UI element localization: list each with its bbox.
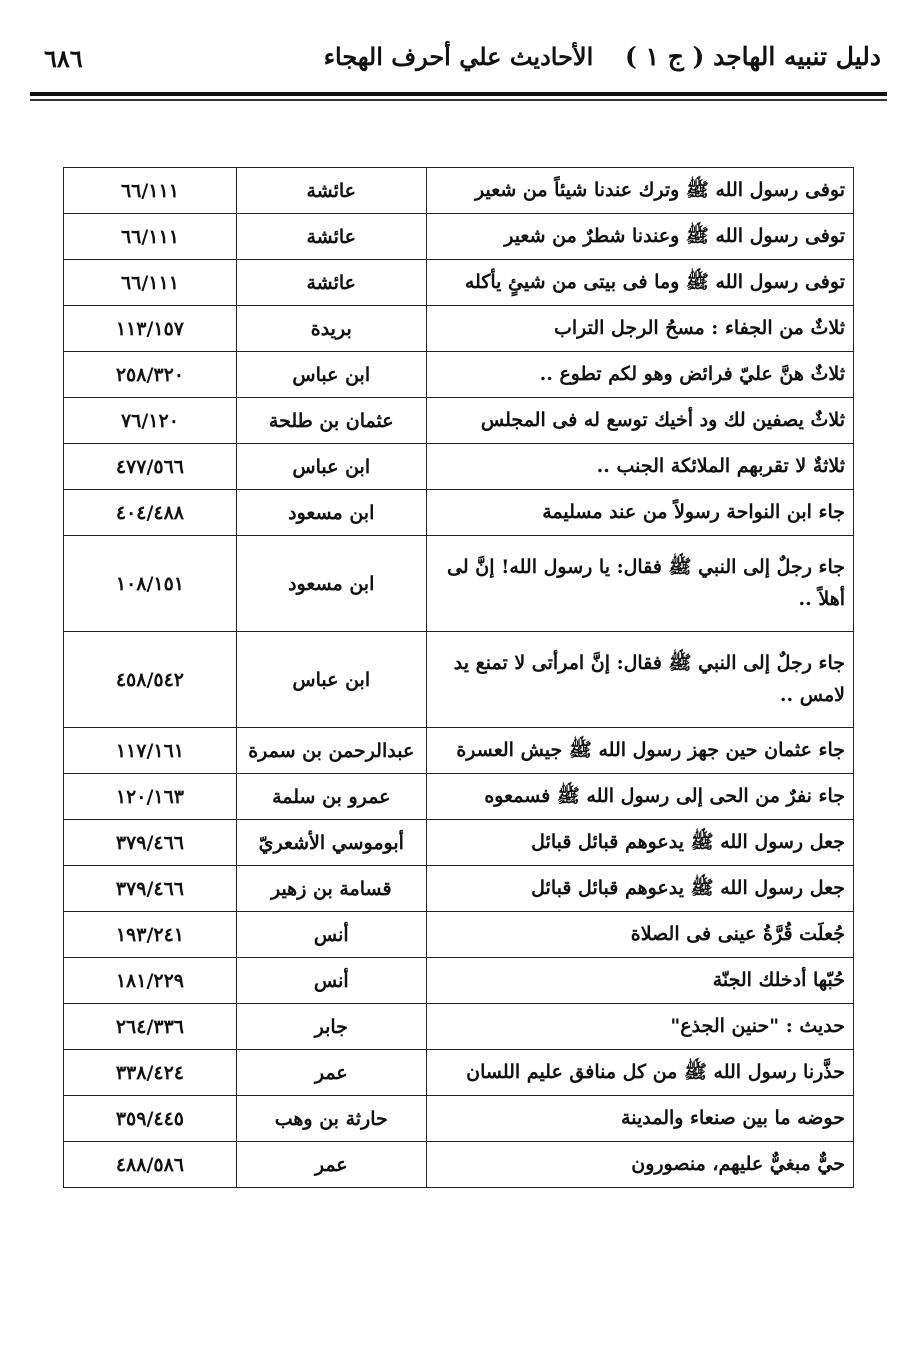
reference-cell: ٣٧٩/٤٦٦ — [64, 866, 237, 912]
reference-cell: ٢٦٤/٣٣٦ — [64, 1004, 237, 1050]
table-row — [64, 820, 854, 866]
narrator-cell: عائشة — [236, 168, 426, 214]
hadith-text-cell: ثلاثةٌ لا تقربهم الملائكة الجنب .. — [426, 444, 853, 490]
reference-cell: ٤٨٨/٥٨٦ — [64, 1142, 237, 1188]
table-row — [64, 398, 854, 444]
narrator-cell: بريدة — [236, 306, 426, 352]
page-number: ٦٨٦ — [44, 44, 83, 73]
table-row — [64, 260, 854, 306]
reference-cell: ١١٧/١٦١ — [64, 728, 237, 774]
narrator-cell: حارثة بن وهب — [236, 1096, 426, 1142]
table-row — [64, 866, 854, 912]
hadith-text-cell: جعل رسول الله ﷺ يدعوهم قبائل قبائل — [426, 820, 853, 866]
reference-cell: ٦٦/١١١ — [64, 168, 237, 214]
narrator-cell: عمرو بن سلمة — [236, 774, 426, 820]
section-title: الأحاديث علي أحرف الهجاء — [323, 42, 594, 71]
hadith-text-cell: جُعلَت قُرَّةُ عينى فى الصلاة — [426, 912, 853, 958]
hadith-text-cell: جاء رجلٌ إلى النبي ﷺ فقال: إنَّ امرأتى لا تمنع يد لامس .. — [426, 632, 853, 728]
hadith-text-cell: توفى رسول الله ﷺ وما فى بيتى من شيئٍ يأكله — [426, 260, 853, 306]
narrator-cell: أبوموسي الأشعريّ — [236, 820, 426, 866]
hadith-text-cell: حيٌّ مبغيٌّ عليهم، منصورون — [426, 1142, 853, 1188]
narrator-cell: عمر — [236, 1050, 426, 1096]
narrator-cell: عثمان بن طلحة — [236, 398, 426, 444]
narrator-cell: قسامة بن زهير — [236, 866, 426, 912]
reference-cell: ٤٥٨/٥٤٢ — [64, 632, 237, 728]
header-rule-thick — [30, 92, 887, 96]
hadith-text-cell: جاء ابن النواحة رسولاً من عند مسليمة — [426, 490, 853, 536]
narrator-cell: عمر — [236, 1142, 426, 1188]
hadith-text-cell: ثلاثٌ من الجفاء : مسحُ الرجل التراب — [426, 306, 853, 352]
narrator-cell: عبدالرحمن بن سمرة — [236, 728, 426, 774]
reference-cell: ٣٧٩/٤٦٦ — [64, 820, 237, 866]
hadith-text-cell: حديث : "حنين الجذع" — [426, 1004, 853, 1050]
reference-cell: ٢٥٨/٣٢٠ — [64, 352, 237, 398]
hadith-index-table — [63, 167, 854, 1188]
reference-cell: ١١٣/١٥٧ — [64, 306, 237, 352]
table-row — [64, 168, 854, 214]
table-row — [64, 444, 854, 490]
narrator-cell: ابن مسعود — [236, 536, 426, 632]
table-row — [64, 912, 854, 958]
reference-cell: ١٠٨/١٥١ — [64, 536, 237, 632]
hadith-text-cell: ثلاثٌ هنَّ عليّ فرائض وهو لكم تطوع .. — [426, 352, 853, 398]
narrator-cell: ابن عباس — [236, 352, 426, 398]
table-row — [64, 728, 854, 774]
table-row — [64, 1004, 854, 1050]
hadith-text-cell: ثلاثٌ يصفين لك ود أخيك توسع له فى المجلس — [426, 398, 853, 444]
reference-cell: ٧٦/١٢٠ — [64, 398, 237, 444]
page-header — [30, 32, 887, 90]
narrator-cell: أنس — [236, 958, 426, 1004]
hadith-text-cell: جاء عثمان حين جهز رسول الله ﷺ جيش العسرة — [426, 728, 853, 774]
hadith-text-cell: توفى رسول الله ﷺ وترك عندنا شيئاً من شعير — [426, 168, 853, 214]
hadith-text-cell: جعل رسول الله ﷺ يدعوهم قبائل قبائل — [426, 866, 853, 912]
table-row — [64, 1142, 854, 1188]
header-rule-thin — [30, 99, 887, 101]
narrator-cell: عائشة — [236, 260, 426, 306]
table-row — [64, 306, 854, 352]
table-row — [64, 1096, 854, 1142]
hadith-text-cell: توفى رسول الله ﷺ وعندنا شطرٌ من شعير — [426, 214, 853, 260]
table-row — [64, 214, 854, 260]
reference-cell: ١٩٣/٢٤١ — [64, 912, 237, 958]
reference-cell: ٤٧٧/٥٦٦ — [64, 444, 237, 490]
table-row — [64, 958, 854, 1004]
reference-cell: ١٢٠/١٦٣ — [64, 774, 237, 820]
hadith-text-cell: جاء نفرٌ من الحى إلى رسول الله ﷺ فسمعوه — [426, 774, 853, 820]
table-row — [64, 536, 854, 632]
table-row — [64, 1050, 854, 1096]
narrator-cell: ابن مسعود — [236, 490, 426, 536]
narrator-cell: أنس — [236, 912, 426, 958]
reference-cell: ٣٣٨/٤٢٤ — [64, 1050, 237, 1096]
hadith-text-cell: جاء رجلٌ إلى النبي ﷺ فقال: يا رسول الله! إنَّ لى أهلاً .. — [426, 536, 853, 632]
reference-cell: ١٨١/٢٢٩ — [64, 958, 237, 1004]
table-body — [64, 168, 854, 1188]
reference-cell: ٣٥٩/٤٤٥ — [64, 1096, 237, 1142]
hadith-text-cell: حُبّها أدخلك الجنّة — [426, 958, 853, 1004]
table-row — [64, 352, 854, 398]
narrator-cell: عائشة — [236, 214, 426, 260]
table-row — [64, 632, 854, 728]
reference-cell: ٤٠٤/٤٨٨ — [64, 490, 237, 536]
book-title: دليل تنبيه الهاجد ( ج ١ ) — [625, 42, 881, 71]
hadith-text-cell: حذَّرنا رسول الله ﷺ من كل منافق عليم اللسان — [426, 1050, 853, 1096]
narrator-cell: جابر — [236, 1004, 426, 1050]
table-row — [64, 774, 854, 820]
narrator-cell: ابن عباس — [236, 444, 426, 490]
reference-cell: ٦٦/١١١ — [64, 214, 237, 260]
narrator-cell: ابن عباس — [236, 632, 426, 728]
hadith-text-cell: حوضه ما بين صنعاء والمدينة — [426, 1096, 853, 1142]
table-row — [64, 490, 854, 536]
reference-cell: ٦٦/١١١ — [64, 260, 237, 306]
